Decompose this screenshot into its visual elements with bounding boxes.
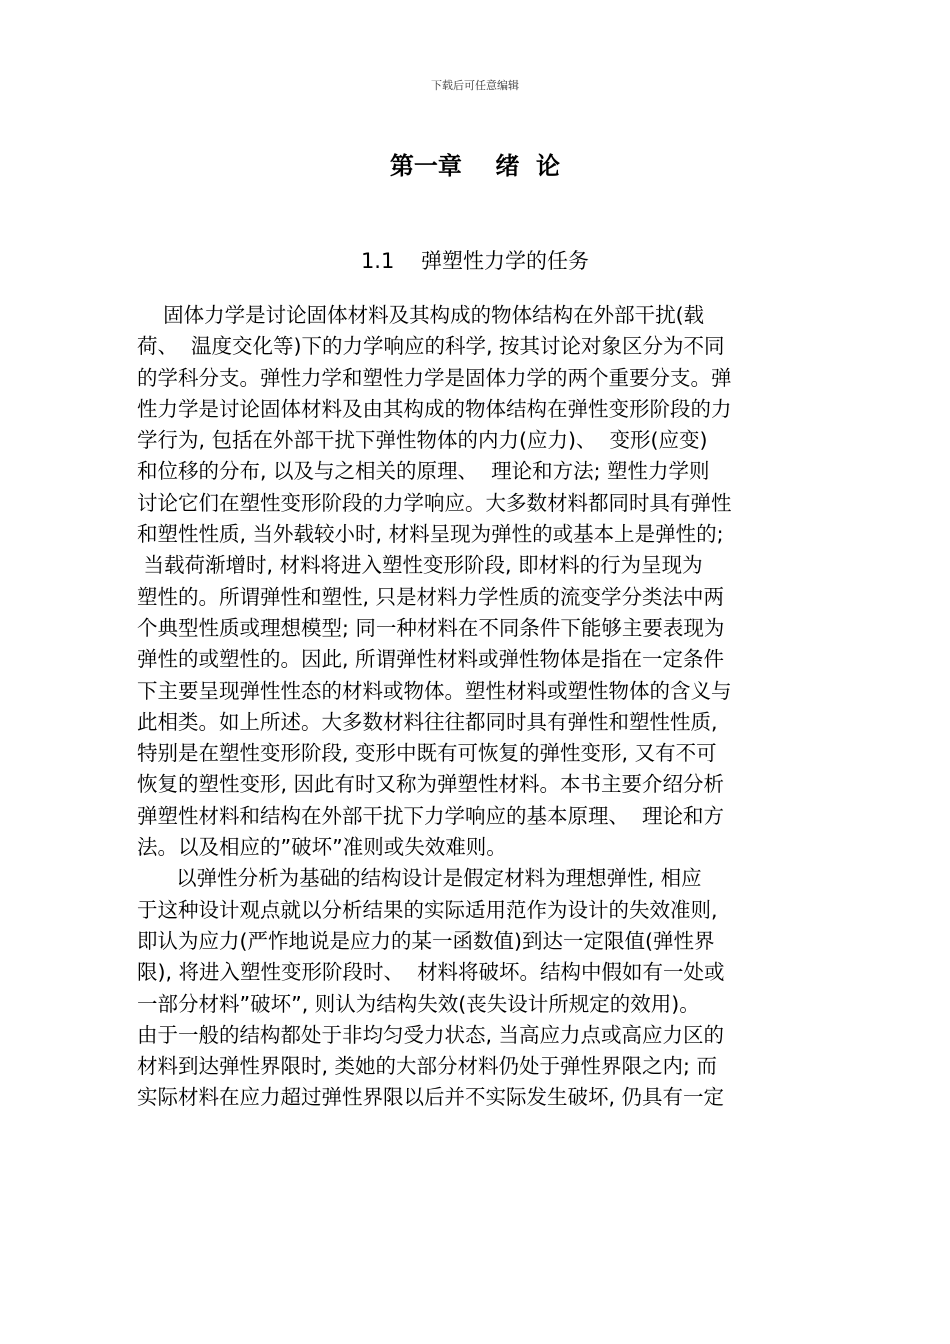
text-line: 实际材料在应力超过弹性界限以后并不实际发生破坏, 仍具有一定 [137,1085,725,1110]
text-line: 的学科分支。弹性力学和塑性力学是固体力学的两个重要分支。弹 [137,365,732,390]
text-line: 塑性的。所谓弹性和塑性, 只是材料力学性质的流变学分类法中两 [137,584,725,609]
text-line: 特别是在塑性变形阶段, 变形中既有可恢复的弹性变形, 又有不可 [137,741,717,766]
page-header-note: 下载后可任意编辑 [431,79,519,92]
text-line: 个典型性质或理想模型; 同一种材料在不同条件下能够主要表现为 [137,615,725,640]
chapter-title: 第一章 绪 论 [389,152,561,180]
text-line: 和塑性性质, 当外载较小时, 材料呈现为弹性的或基本上是弹性的; [137,522,724,547]
text-line: 即认为应力(严怍地说是应力的某一函数值)到达一定限值(弹性界 [137,928,715,953]
text-line: 弹塑性材料和结构在外部干扰下力学响应的基本原理、 理论和方 [137,803,725,828]
text-line: 当载荷渐增时, 材料将进入塑性变形阶段, 即材料的行为呈现为 [137,553,703,578]
text-line: 讨论它们在塑性变形阶段的力学响应。大多数材料都同时具有弹性 [137,490,732,515]
text-line: 学行为, 包括在外部干扰下弹性物体的内力(应力)、 变形(应变) [137,428,708,453]
text-line: 此相类。如上所述。大多数材料往往都同时具有弹性和塑性性质, [137,709,718,734]
text-line: 法。以及相应的”破坏”准则或失效难则。 [137,835,507,860]
text-line: 一部分材料”破坏”, 则认为结构失效(丧失设计所规定的效用)。 [137,991,700,1016]
text-line: 弹性的或塑性的。因此, 所谓弹性材料或弹性物体是指在一定条件 [137,647,725,672]
section-title: 1.1 弹塑性力学的任务 [360,249,590,273]
body-text [137,300,827,1114]
text-line: 荷、 温度交化等)下的力学响应的科学, 按其讨论对象区分为不同 [137,334,725,359]
text-line: 性力学是讨论固体材料及由其构成的物体结构在弹性变形阶段的力 [137,396,732,421]
text-line: 限), 将进入塑性变形阶段时、 材料将破坏。结构中假如有一处或 [137,960,725,985]
text-line: 恢复的塑性变形, 因此有时又称为弹塑性材料。本书主要介绍分析 [137,772,725,797]
text-line: 固体力学是讨论固体材料及其构成的物体结构在外部干扰(载 [137,303,705,327]
text-line: 于这种设计观点就以分析结果的实际适用范作为设计的失效准则, [137,897,718,922]
text-line: 材料到达弹性界限时, 类她的大部分材料仍处于弹性界限之内; 而 [137,1054,717,1079]
text-line: 下主要呈现弹性性态的材料或物体。塑性材料或塑性物体的含义与 [137,678,732,703]
text-line: 由于一般的结构都处于非均匀受力状态, 当高应力点或高应力区的 [137,1022,725,1047]
text-line: 和位移的分布, 以及与之相关的原理、 理论和方法; 塑性力学则 [137,459,710,484]
text-line: 以弹性分析为基础的结构设计是假定材料为理想弹性, 相应 [137,866,702,891]
